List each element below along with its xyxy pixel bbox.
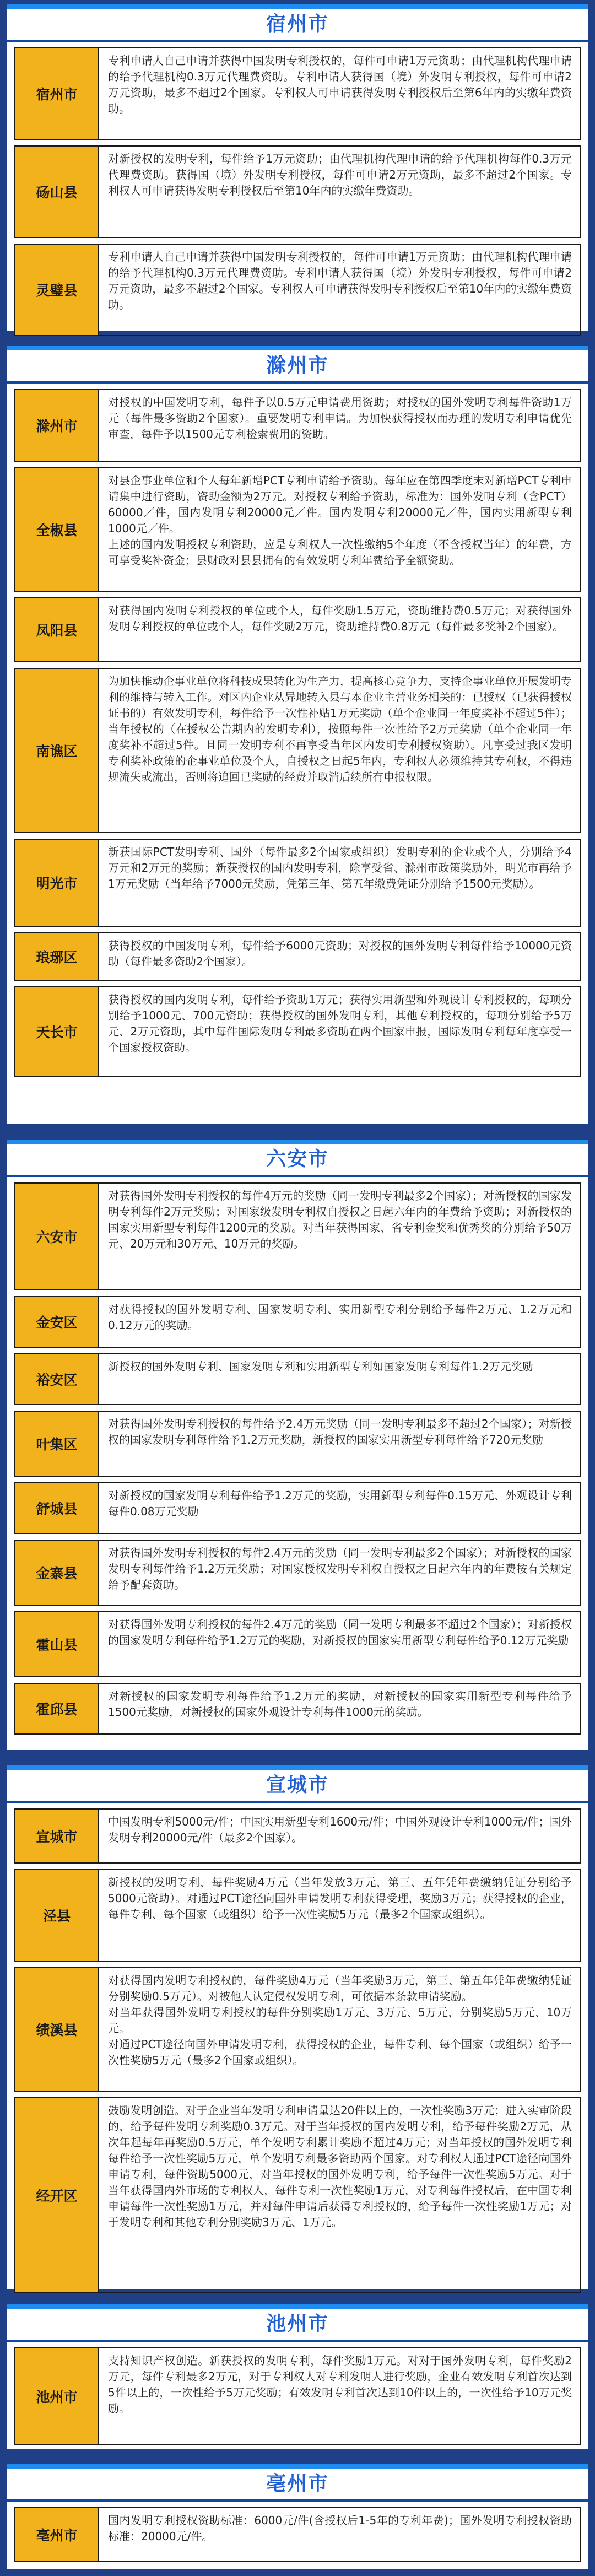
policy-text: 鼓励发明创造。对于企业当年发明专利申请量达20件以上的，一次性奖励3万元；进入实审阶段的，给予每件发明专利奖励0.3万元。对于当年授权的国内发明专利，给予每件奖励2万元，从次年起每年再奖励0.5万元，单个发明专利累计奖励不超过4万元；对当年授权的国外发明专利每件给予一次性奖励5万元，单个发明专利最多资助两个国家。对专利权人通过PCT途径向国外申请专利，每件资助5000元，对当年授权的国外发明专利，给予每件一次性奖励5万元。对于当年获得国内外市场的专利权人，每件专利一次性奖励1万元，对专利每件授权后，在中国专利申请每件一次性奖励1万元，并对每件申请后获得专利授权的，给予每件一次性奖励1万元；对于发明专利和其他专利分别奖励3万元、1万元。 (108, 2104, 572, 2229)
table-row (14, 1411, 581, 1477)
policy-text: 国内发明专利授权资助标准：6000元/件(含授权后1-5年的专利年费)；国外发明专利授权资助标准：20000元/件。 (108, 2514, 572, 2543)
table-row (14, 1683, 581, 1735)
policy-text: 对新授权的国家发明专利每件给予1.2万元的奖励，对新授权的国家实用新型专利每件给予1500元奖励，对新授权的国家外观设计专利每件1000元的奖励。 (108, 1689, 572, 1719)
table-row (14, 1611, 581, 1677)
policy-text: 专利申请人自己申请并获得中国发明专利授权的，每件可申请1万元资助；由代理机构代理申请的给予代理机构0.3万元代理费资助。专利申请人获得国（境）外发明专利授权，每件可申请2万元资助，最多不超过2个国家。专利权人可申请获得发明专利授权后至第10年内的实缴年费资助。 (108, 250, 572, 311)
region-name: 天长市 (15, 987, 99, 1076)
region-name: 全椒县 (15, 468, 99, 591)
policy-text: 专利申请人自己申请并获得中国发明专利授权的，每件可申请1万元资助；由代理机构代理申请的给予代理机构0.3万元代理费资助。专利申请人获得国（境）外发明专利授权，每件可申请2万元资助，最多不超过2个国家。专利权人可申请获得发明专利授权后至第6年内的实缴年费资助。 (108, 54, 572, 115)
policy-text: 支持知识产权创造。新获授权的发明专利，每件奖励1万元。对对于国外发明专利，每件奖励2万元，每件专利最多2万元，对于专利权人对专利发明人进行奖励，企业有效发明专利首次达到5件以上的，一次性给予5万元奖励；有效发明专利首次达到10件以上的，一次性给予10万元奖励。 (108, 2354, 572, 2415)
table-row (14, 467, 581, 592)
region-name: 霍山县 (15, 1612, 99, 1676)
policy-text: 获得授权的国内发明专利，每件给予资助1万元；获得实用新型和外观设计专利授权的，每项分别给予1000元、700元资助；获得授权的国外发明专利，其他专利授权的，每项分别给予5万元、2万元资助，其中每件国际发明专利最多资助在两个国家申报，国际发明专利每年度享受一个国家授权资助。 (108, 993, 572, 1054)
region-name: 叶集区 (15, 1412, 99, 1476)
policy-text: 中国发明专利5000元/件；中国实用新型专利1600元/件；中国外观设计专利1000元/件；国外发明专利20000元/件（最多2个国家）。 (108, 1815, 572, 1844)
section-title: 滁州市 (7, 350, 588, 384)
policy-text: 新授权的国外发明专利、国家发明专利和实用新型专利如国家发明专利每件1.2万元奖励 (108, 1360, 533, 1373)
section-title: 池州市 (7, 2309, 588, 2342)
region-name: 金寨县 (15, 1541, 99, 1605)
policy-text: 对获得国外发明专利授权的每件2.4万元的奖励（同一发明专利最多2个国家）；对新授权的国家发明专利每件给予1.2万元奖励；对国家授权发明专利权自授权之日起六年内的年费按有关规定给予配套资助。 (108, 1546, 572, 1591)
region-name: 宿州市 (15, 48, 99, 139)
table-row (14, 2097, 581, 2293)
policy-text: 对获得授权的国外发明专利、国家发明专利、实用新型专利分别给予每件2万元、1.2万元和0.12万元的奖励。 (108, 1303, 572, 1332)
section-chuzhou (7, 346, 588, 1124)
table-row (14, 839, 581, 927)
table-row (14, 1967, 581, 2092)
region-name: 霍邱县 (15, 1684, 99, 1733)
table-row (14, 2347, 581, 2445)
policy-text: 对获得国外发明专利授权的每件给予2.4万元奖励（同一发明专利最多不超过2个国家）；对新授权的国家发明专利每件给予1.2万元奖励，新授权的国家实用新型专利每件给予720元奖励 (108, 1417, 572, 1446)
region-name: 亳州市 (15, 2508, 99, 2561)
region-name: 凤阳县 (15, 598, 99, 661)
table-row (14, 932, 581, 981)
region-name: 经开区 (15, 2098, 99, 2292)
section-chizhou (7, 2304, 588, 2449)
policy-text: 对获得国内发明专利授权的单位或个人，每件奖励1.5万元，资助维持费0.5万元；对获得国外发明专利授权的单位或个人，每件奖励2万元，资助维持费0.8万元（每件最多奖补2个国家）。 (108, 604, 572, 633)
table-row (14, 1540, 581, 1606)
table-row (14, 1182, 581, 1290)
region-name: 金安区 (15, 1297, 99, 1347)
section-title: 宣城市 (7, 1770, 588, 1803)
region-name: 六安市 (15, 1184, 99, 1289)
policy-text: 对县企事业单位和个人每年新增PCT专利申请给予资助。每年应在第四季度末对新增PCT专利申请集中进行资助，资助金额为2万元。对授权专利给予资助，标准为：国外发明专利（含PCT）60000／件，国内发明专利20000元／件。国内发明专利20000元／件，国内实用新型专利1000元／件。 上述的国内发明授权专利资助，应是专利权人一次性缴纳5个年度（不含授权当年）的年费，方可享受奖补资金；县财政对县县拥有的有效发明专利年费给予全额资助。 (108, 474, 572, 567)
table-row (14, 47, 581, 140)
table-row (14, 244, 581, 336)
table-row (14, 986, 581, 1077)
region-name: 宣城市 (15, 1810, 99, 1862)
policy-text: 对新授权的国家发明专利每件给予1.2万元的奖励，实用新型专利每件0.15万元、外观设计专利每件0.08万元奖励 (108, 1489, 572, 1518)
policy-text: 获得授权的中国发明专利，每件给予6000元资助；对授权的国外发明专利每件给予10000元资助（每件最多资助2个国家）。 (108, 939, 572, 968)
table-row (14, 1808, 581, 1864)
region-name: 舒城县 (15, 1483, 99, 1533)
section-suzhou (7, 4, 588, 331)
region-name: 池州市 (15, 2348, 99, 2444)
section-luan (7, 1140, 588, 1750)
section-xuancheng (7, 1765, 588, 2289)
policy-text: 为加快推动企事业单位将科技成果转化为生产力，提高核心竞争力，支持企事业单位开展发明专利的维持与转入工作。对区内企业从异地转入县与本企业主营业务相关的：已授权（已获得授权证书的）有效发明专利，每件给予一次性补贴1万元奖励（单个企业同一年度奖补不超过5件）；当年授权的（在授权公告期内的发明专利），按照每件一次性给予2万元奖励（单个企业同一年度奖补不超过5件。且同一发明专利不再享受当年区内发明专利授权资助）。凡享受过我区发明专利奖补政策的企事业单位及个人，自授权之日起5年内，专利权人必须维持其专利权，不得违规流失或流出，否则将追回已奖励的经费并取消后续所有申报权限。 (108, 674, 572, 784)
table-row (14, 2507, 581, 2562)
table-row (14, 145, 581, 238)
section-bozhou (7, 2464, 588, 2569)
policy-text: 对获得国外发明专利授权的每件2.4万元的奖励（同一发明专利最多不超过2个国家）；对新授权的国家发明专利每件给予1.2万元的奖励，对新授权的国家实用新型专利每件给予0.12万元奖励 (108, 1618, 572, 1647)
region-name: 裕安区 (15, 1354, 99, 1404)
policy-text: 新授权的发明专利，每件奖励4万元（当年发放3万元，第三、五年凭年费缴纳凭证分别给予5000元资助）。对通过PCT途径向国外申请发明专利获得受理，奖励3万元；获得授权的企业，每件专利、每个国家（或组织）给予一次性奖励5万元（最多2个国家或组织）。 (108, 1876, 572, 1921)
table-row (14, 597, 581, 662)
region-name: 砀山县 (15, 147, 99, 237)
table-row (14, 389, 581, 462)
table-row (14, 1482, 581, 1534)
table-row (14, 668, 581, 833)
region-name: 绩溪县 (15, 1968, 99, 2091)
section-title: 六安市 (7, 1144, 588, 1177)
policy-text: 对获得国内发明专利授权的，每件奖励4万元（当年奖励3万元，第三、第五年凭年费缴纳凭证分别奖励0.5万元）。对被他人认定侵权发明专利，可依据本条款申请奖励。 对当年获得国外发明专利授权的每件分别奖励1万元、3万元、5万元，分别奖励5万元、10万元。 对通过PCT途径向国外申请发明专利，获得授权的企业，每件专利、每个国家（或组织）给予一次性奖励5万元（最多2个国家或组织）。 (108, 1974, 572, 2067)
region-name: 南谯区 (15, 669, 99, 832)
policy-text: 对获得国外发明专利授权的每件4万元的奖励（同一发明专利最多2个国家）；对新授权的国家发明专利每件2万元奖励；对国家级发明专利权自授权之日起六年内的年费给予资助；对新授权的国家实用新型专利每件1200元的奖励。对当年获得国家、省专利金奖和优秀奖的分别给予50万元、20万元和30万元、10万元的奖励。 (108, 1189, 572, 1250)
policy-text: 对新授权的发明专利，每件给予1万元资助；由代理机构代理申请的给予代理机构每件0.3万元代理费资助。获得国（境）外发明专利授权，每件可申请2万元资助，最多不超过2个国家。专利权人可申请获得发明专利授权后至第10年内的实缴年费资助。 (108, 152, 572, 197)
table-row (14, 1296, 581, 1348)
region-name: 灵璧县 (15, 245, 99, 335)
policy-text: 新获国际PCT发明专利、国外（每件最多2个国家或组织）发明专利的企业或个人，分别给予4万元和2万元的奖励；新获授权的国内发明专利，除享受省、滁州市政策奖励外，明光市再给予1万元奖励（当年给予7000元奖励，凭第三年、第五年缴费凭证分别给予1500元奖励）。 (108, 845, 572, 890)
region-name: 滁州市 (15, 390, 99, 461)
policy-text: 对授权的中国发明专利，每件予以0.5万元申请费用资助；对授权的国外发明专利每件资助1万元（每件最多资助2个国家）。重要发明专利申请。为加快获得授权而办理的发明专利申请优先审查，每件予以1500元专利检索费用的资助。 (108, 396, 572, 441)
section-title: 亳州市 (7, 2469, 588, 2502)
region-name: 琅琊区 (15, 933, 99, 980)
section-title: 宿州市 (7, 9, 588, 42)
table-row (14, 1869, 581, 1962)
region-name: 泾县 (15, 1870, 99, 1961)
region-name: 明光市 (15, 840, 99, 926)
table-row (14, 1353, 581, 1405)
